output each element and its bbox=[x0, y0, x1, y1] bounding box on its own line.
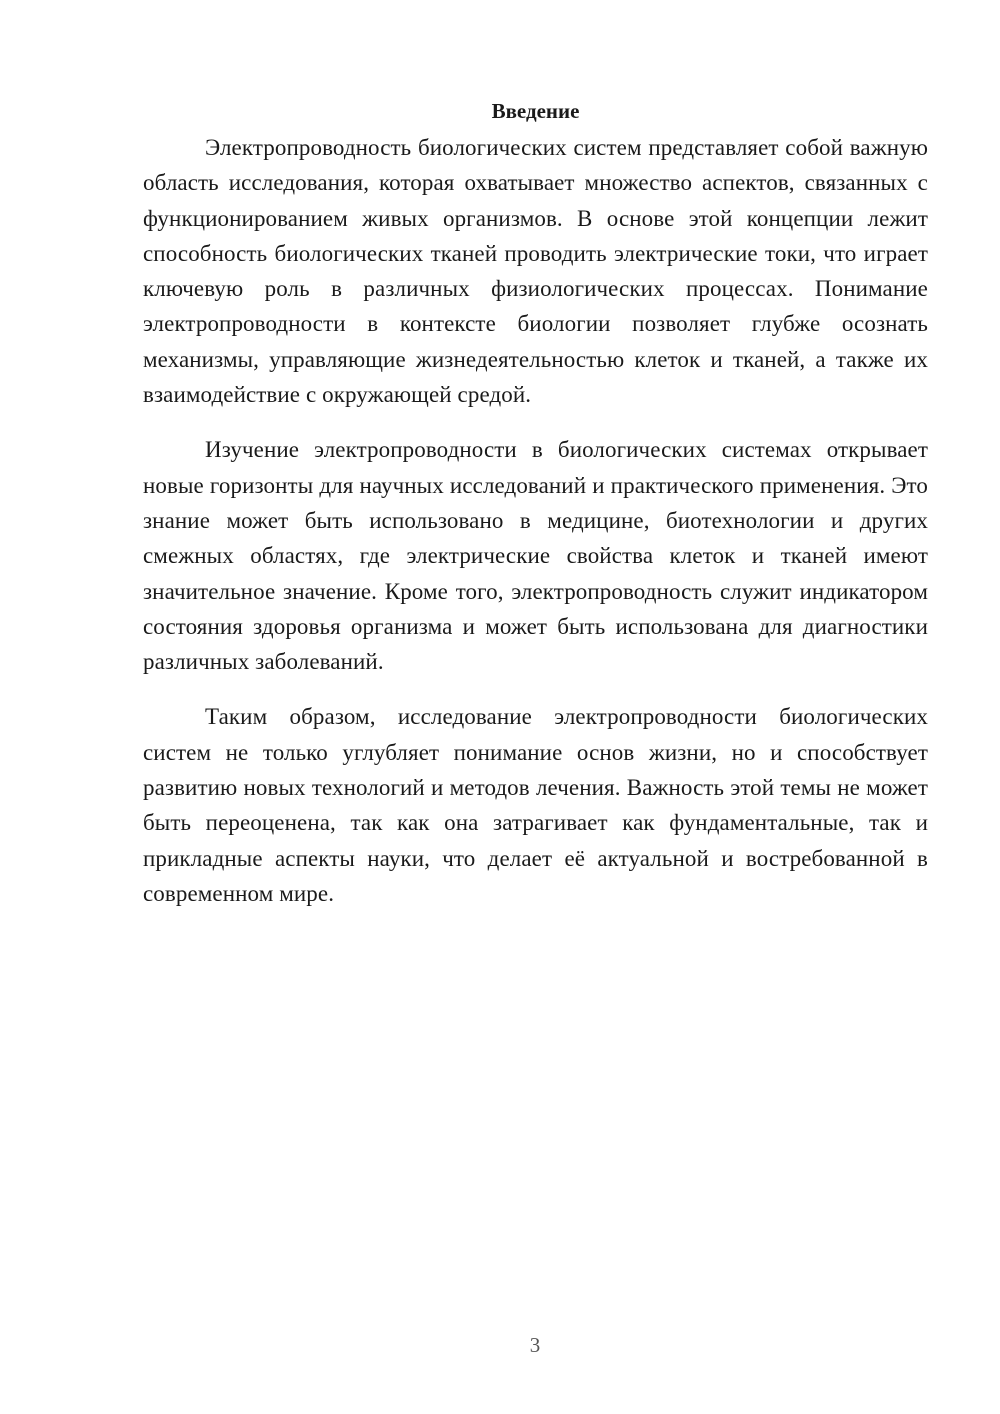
page-content bbox=[143, 96, 928, 931]
paragraph-1: Электропроводность биологических систем представляет собой важную область исследования, которая охватывает множество аспектов, связанных с функционированием живых организмов. В основе этой концепции лежит способность биологических тканей проводить электрические токи, что играет ключевую роль в различных физиологических процессах. Понимание электропроводности в контексте биологии позволяет глубже осознать механизмы, управляющие жизнедеятельностью клеток и тканей, а также их взаимодействие с окружающей средой. bbox=[143, 135, 928, 408]
page-number: 3 bbox=[529, 1333, 541, 1357]
paragraph-2: Изучение электропроводности в биологических системах открывает новые горизонты для научных исследований и практического применения. Это знание может быть использовано в медицине, биотехнологии и других смежных областях, где электрические свойства клеток и тканей имеют значительное значение. Кроме того, электропроводность служит индикатором состояния здоровья организма и может быть использована для диагностики различных заболеваний. bbox=[143, 437, 928, 675]
paragraph-3: Таким образом, исследование электропроводности биологических систем не только углубляет понимание основ жизни, но и способствует развитию новых технологий и методов лечения. Важность этой темы не может быть переоценена, так как она затрагивает как фундаментальные, так и прикладные аспекты науки, что делает её актуальной и востребованной в современном мире. bbox=[143, 704, 928, 906]
section-title: Введение bbox=[491, 99, 580, 123]
